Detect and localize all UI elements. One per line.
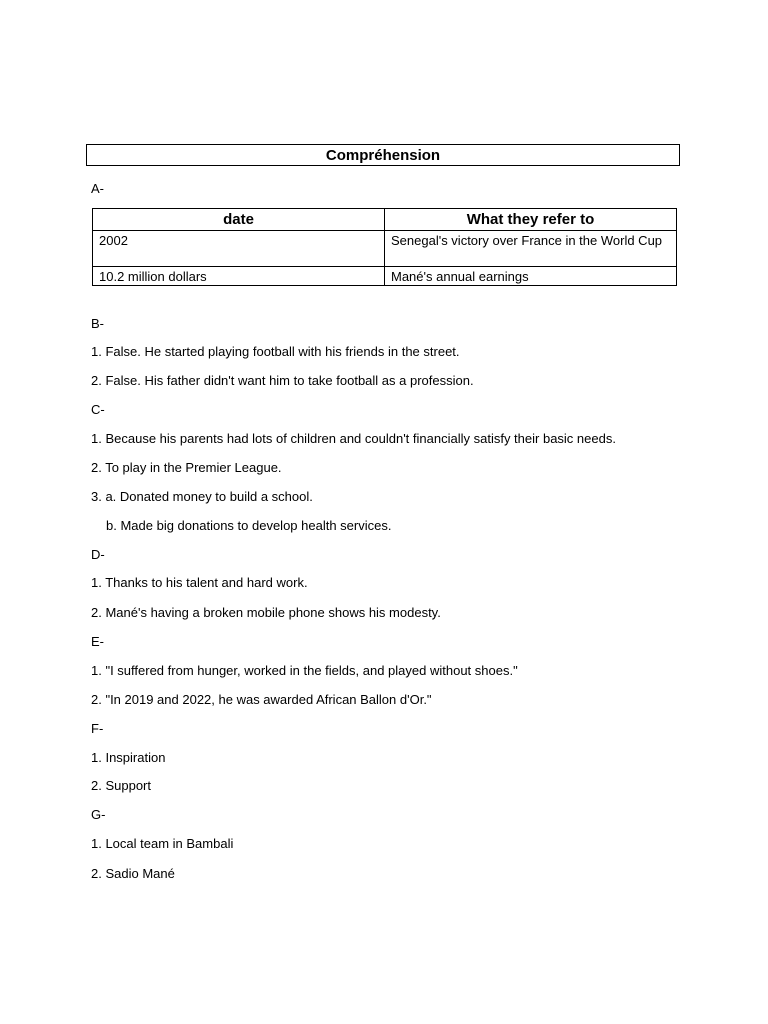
section-e-label: E- xyxy=(91,634,104,649)
section-g-label: G- xyxy=(91,807,106,822)
answer-line: 2. To play in the Premier League. xyxy=(91,460,282,475)
table-row xyxy=(93,267,677,286)
answer-line: 1. Inspiration xyxy=(91,750,166,765)
answer-line: 2. "In 2019 and 2022, he was awarded African Ballon d'Or." xyxy=(91,692,432,707)
answer-line: 1. "I suffered from hunger, worked in the fields, and played without shoes." xyxy=(91,663,518,678)
table-cell: 2002 xyxy=(93,231,385,267)
answer-line: 2. False. His father didn't want him to take football as a profession. xyxy=(91,373,474,388)
answer-line: 2. Support xyxy=(91,778,151,793)
table-cell: Senegal's victory over France in the World Cup xyxy=(385,231,677,267)
answer-line: 1. Local team in Bambali xyxy=(91,836,234,851)
answer-line: 1. Because his parents had lots of children and couldn't financially satisfy their basic needs. xyxy=(91,431,616,446)
table-header-row xyxy=(93,209,677,231)
answer-line: 1. False. He started playing football with his friends in the street. xyxy=(91,344,460,359)
table-cell: 10.2 million dollars xyxy=(93,267,385,286)
section-d-label: D- xyxy=(91,547,105,562)
table-row xyxy=(93,231,677,267)
answers-table xyxy=(92,208,677,286)
section-b-label: B- xyxy=(91,316,104,331)
column-header-date: date xyxy=(93,209,385,231)
answer-line: 1. Thanks to his talent and hard work. xyxy=(91,575,308,590)
section-a-label: A- xyxy=(91,181,104,196)
column-header-reference: What they refer to xyxy=(385,209,677,231)
answer-line: b. Made big donations to develop health services. xyxy=(106,518,392,533)
table-cell: Mané's annual earnings xyxy=(385,267,677,286)
section-c-label: C- xyxy=(91,402,105,417)
answer-line: 2. Sadio Mané xyxy=(91,866,175,881)
section-f-label: F- xyxy=(91,721,104,736)
page-title: Compréhension xyxy=(86,144,680,166)
answer-line: 2. Mané's having a broken mobile phone shows his modesty. xyxy=(91,605,441,620)
answer-line: 3. a. Donated money to build a school. xyxy=(91,489,313,504)
